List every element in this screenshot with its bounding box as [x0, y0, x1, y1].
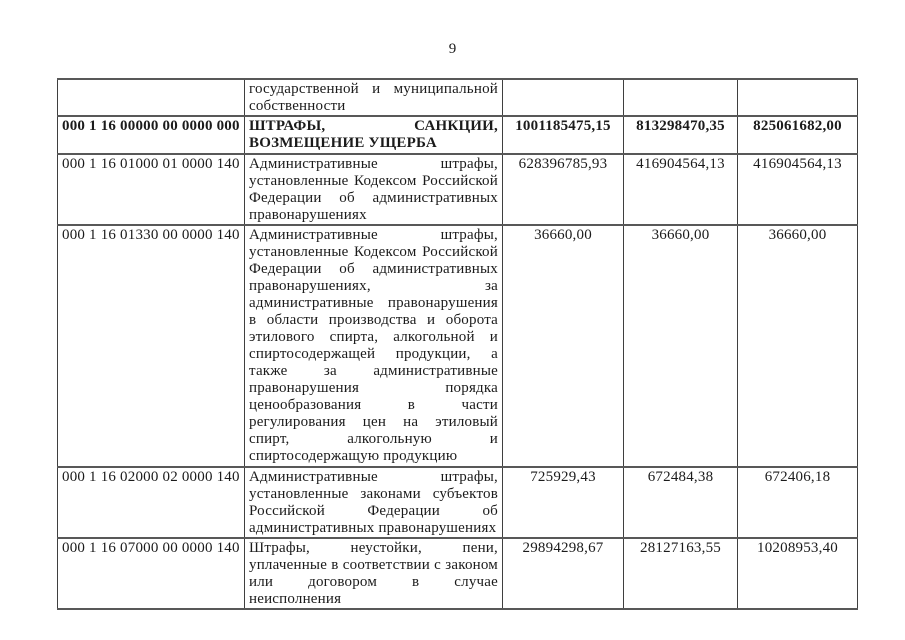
value-cell: 1001185475,15 [503, 116, 624, 154]
table-row [58, 154, 858, 225]
value-cell: 416904564,13 [738, 154, 858, 225]
code-cell: 000 1 16 01000 01 0000 140 [58, 154, 245, 225]
description-cell: государственной и муниципальной собственности [245, 79, 503, 116]
description-cell: Административные штрафы, установленные Кодексом Российской Федерации об административных правонарушениях, за административные правонарушения в области производства и оборота этилового спирта, алкогольной и спиртосодержащей продукции, а также за административные правонарушения порядка ценообразования в части регулирования цен на этиловый спирт, алкогольную и спиртосодержащую продукцию [245, 225, 503, 467]
description-cell: Административные штрафы, установленные законами субъектов Российской Федерации об административных правонарушениях [245, 467, 503, 538]
value-cell: 36660,00 [503, 225, 624, 467]
value-cell [738, 79, 858, 116]
description-cell: Штрафы, неустойки, пени, уплаченные в соответствии с законом или договором в случае неисполнения [245, 538, 503, 609]
value-cell: 10208953,40 [738, 538, 858, 609]
value-cell: 813298470,35 [624, 116, 738, 154]
value-cell: 725929,43 [503, 467, 624, 538]
value-cell: 36660,00 [738, 225, 858, 467]
code-cell: 000 1 16 01330 00 0000 140 [58, 225, 245, 467]
value-cell: 416904564,13 [624, 154, 738, 225]
code-cell: 000 1 16 00000 00 0000 000 [58, 116, 245, 154]
description-cell: Административные штрафы, установленные Кодексом Российской Федерации об административных правонарушениях [245, 154, 503, 225]
table-row [58, 225, 858, 467]
value-cell: 672406,18 [738, 467, 858, 538]
value-cell: 28127163,55 [624, 538, 738, 609]
table-row-total [58, 116, 858, 154]
table-row [58, 538, 858, 609]
code-cell: 000 1 16 07000 00 0000 140 [58, 538, 245, 609]
page-number: 9 [448, 41, 457, 57]
table-row [58, 79, 858, 116]
description-cell: ШТРАФЫ, САНКЦИИ, ВОЗМЕЩЕНИЕ УЩЕРБА [245, 116, 503, 154]
value-cell [624, 79, 738, 116]
budget-revenues-table [57, 78, 858, 610]
code-cell: 000 1 16 02000 02 0000 140 [58, 467, 245, 538]
value-cell: 36660,00 [624, 225, 738, 467]
value-cell: 29894298,67 [503, 538, 624, 609]
value-cell: 672484,38 [624, 467, 738, 538]
code-cell [58, 79, 245, 116]
value-cell: 825061682,00 [738, 116, 858, 154]
value-cell [503, 79, 624, 116]
table-row [58, 467, 858, 538]
value-cell: 628396785,93 [503, 154, 624, 225]
